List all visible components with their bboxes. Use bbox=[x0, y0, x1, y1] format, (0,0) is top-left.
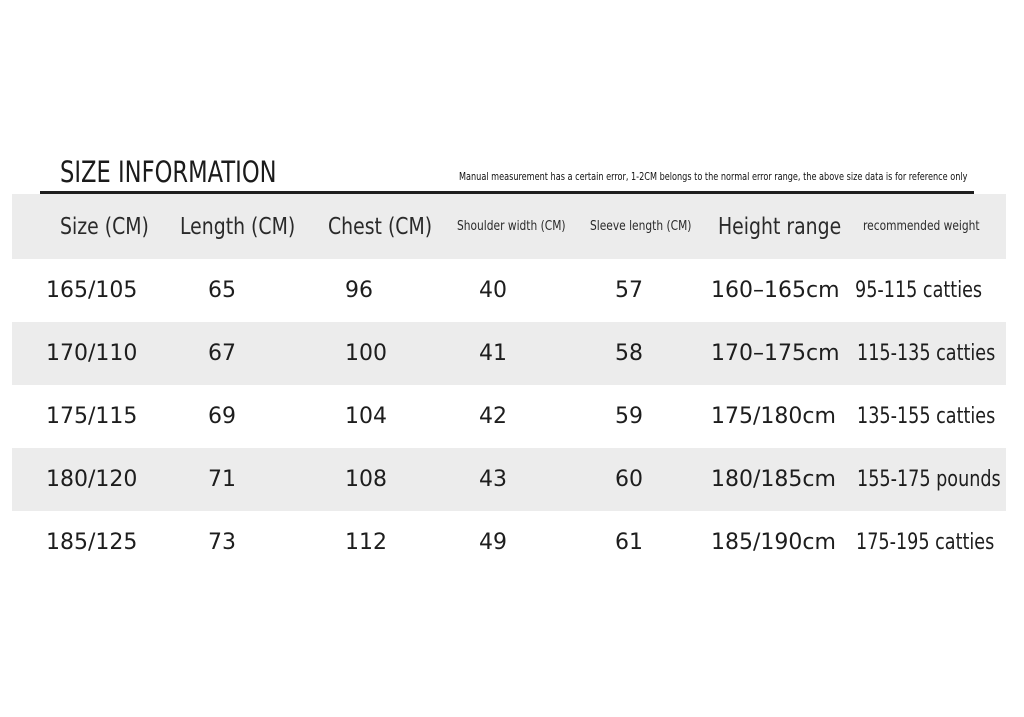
table-row bbox=[12, 385, 1006, 448]
table-row bbox=[12, 322, 1006, 385]
table-row bbox=[12, 511, 1006, 574]
cell-length: 65 bbox=[208, 278, 236, 303]
cell-chest: 96 bbox=[345, 278, 373, 303]
cell-shoulder-width: 49 bbox=[479, 530, 507, 555]
cell-sleeve-length: 58 bbox=[615, 341, 643, 366]
cell-recommended-weight: 175-195 catties bbox=[856, 530, 995, 555]
cell-height-range: 185/190cm bbox=[711, 530, 836, 555]
cell-sleeve-length: 59 bbox=[615, 404, 643, 429]
column-header-recommended-weight: recommended weight bbox=[863, 219, 980, 234]
cell-length: 67 bbox=[208, 341, 236, 366]
cell-size: 185/125 bbox=[46, 530, 138, 555]
cell-chest: 112 bbox=[345, 530, 387, 555]
cell-recommended-weight: 95-115 catties bbox=[855, 278, 983, 303]
measurement-note: Manual measurement has a certain error, 1-2CM belongs to the normal error range, the above size data is for reference only bbox=[459, 170, 968, 183]
column-header-chest: Chest (CM) bbox=[328, 213, 433, 240]
cell-shoulder-width: 41 bbox=[479, 341, 507, 366]
cell-sleeve-length: 61 bbox=[615, 530, 643, 555]
column-header-size: Size (CM) bbox=[60, 213, 149, 240]
cell-size: 180/120 bbox=[46, 467, 138, 492]
cell-height-range: 175/180cm bbox=[711, 404, 836, 429]
table-header-row bbox=[12, 194, 1006, 259]
cell-shoulder-width: 40 bbox=[479, 278, 507, 303]
cell-height-range: 170–175cm bbox=[711, 341, 840, 366]
cell-length: 71 bbox=[208, 467, 236, 492]
cell-size: 170/110 bbox=[46, 341, 138, 366]
page-title: SIZE INFORMATION bbox=[60, 155, 277, 189]
cell-height-range: 160–165cm bbox=[711, 278, 840, 303]
cell-recommended-weight: 115-135 catties bbox=[857, 341, 996, 366]
column-header-height-range: Height range bbox=[718, 213, 842, 240]
size-table bbox=[12, 194, 1006, 574]
cell-height-range: 180/185cm bbox=[711, 467, 836, 492]
cell-size: 165/105 bbox=[46, 278, 138, 303]
cell-length: 73 bbox=[208, 530, 236, 555]
table-row bbox=[12, 448, 1006, 511]
cell-sleeve-length: 57 bbox=[615, 278, 643, 303]
cell-sleeve-length: 60 bbox=[615, 467, 643, 492]
column-header-shoulder-width: Shoulder width (CM) bbox=[457, 219, 566, 234]
column-header-sleeve-length: Sleeve length (CM) bbox=[590, 219, 692, 234]
cell-shoulder-width: 42 bbox=[479, 404, 507, 429]
table-row bbox=[12, 259, 1006, 322]
cell-chest: 104 bbox=[345, 404, 387, 429]
cell-chest: 108 bbox=[345, 467, 387, 492]
column-header-length: Length (CM) bbox=[180, 213, 296, 240]
cell-length: 69 bbox=[208, 404, 236, 429]
cell-size: 175/115 bbox=[46, 404, 138, 429]
cell-recommended-weight: 155-175 pounds bbox=[857, 467, 1001, 492]
cell-chest: 100 bbox=[345, 341, 387, 366]
cell-shoulder-width: 43 bbox=[479, 467, 507, 492]
cell-recommended-weight: 135-155 catties bbox=[857, 404, 996, 429]
